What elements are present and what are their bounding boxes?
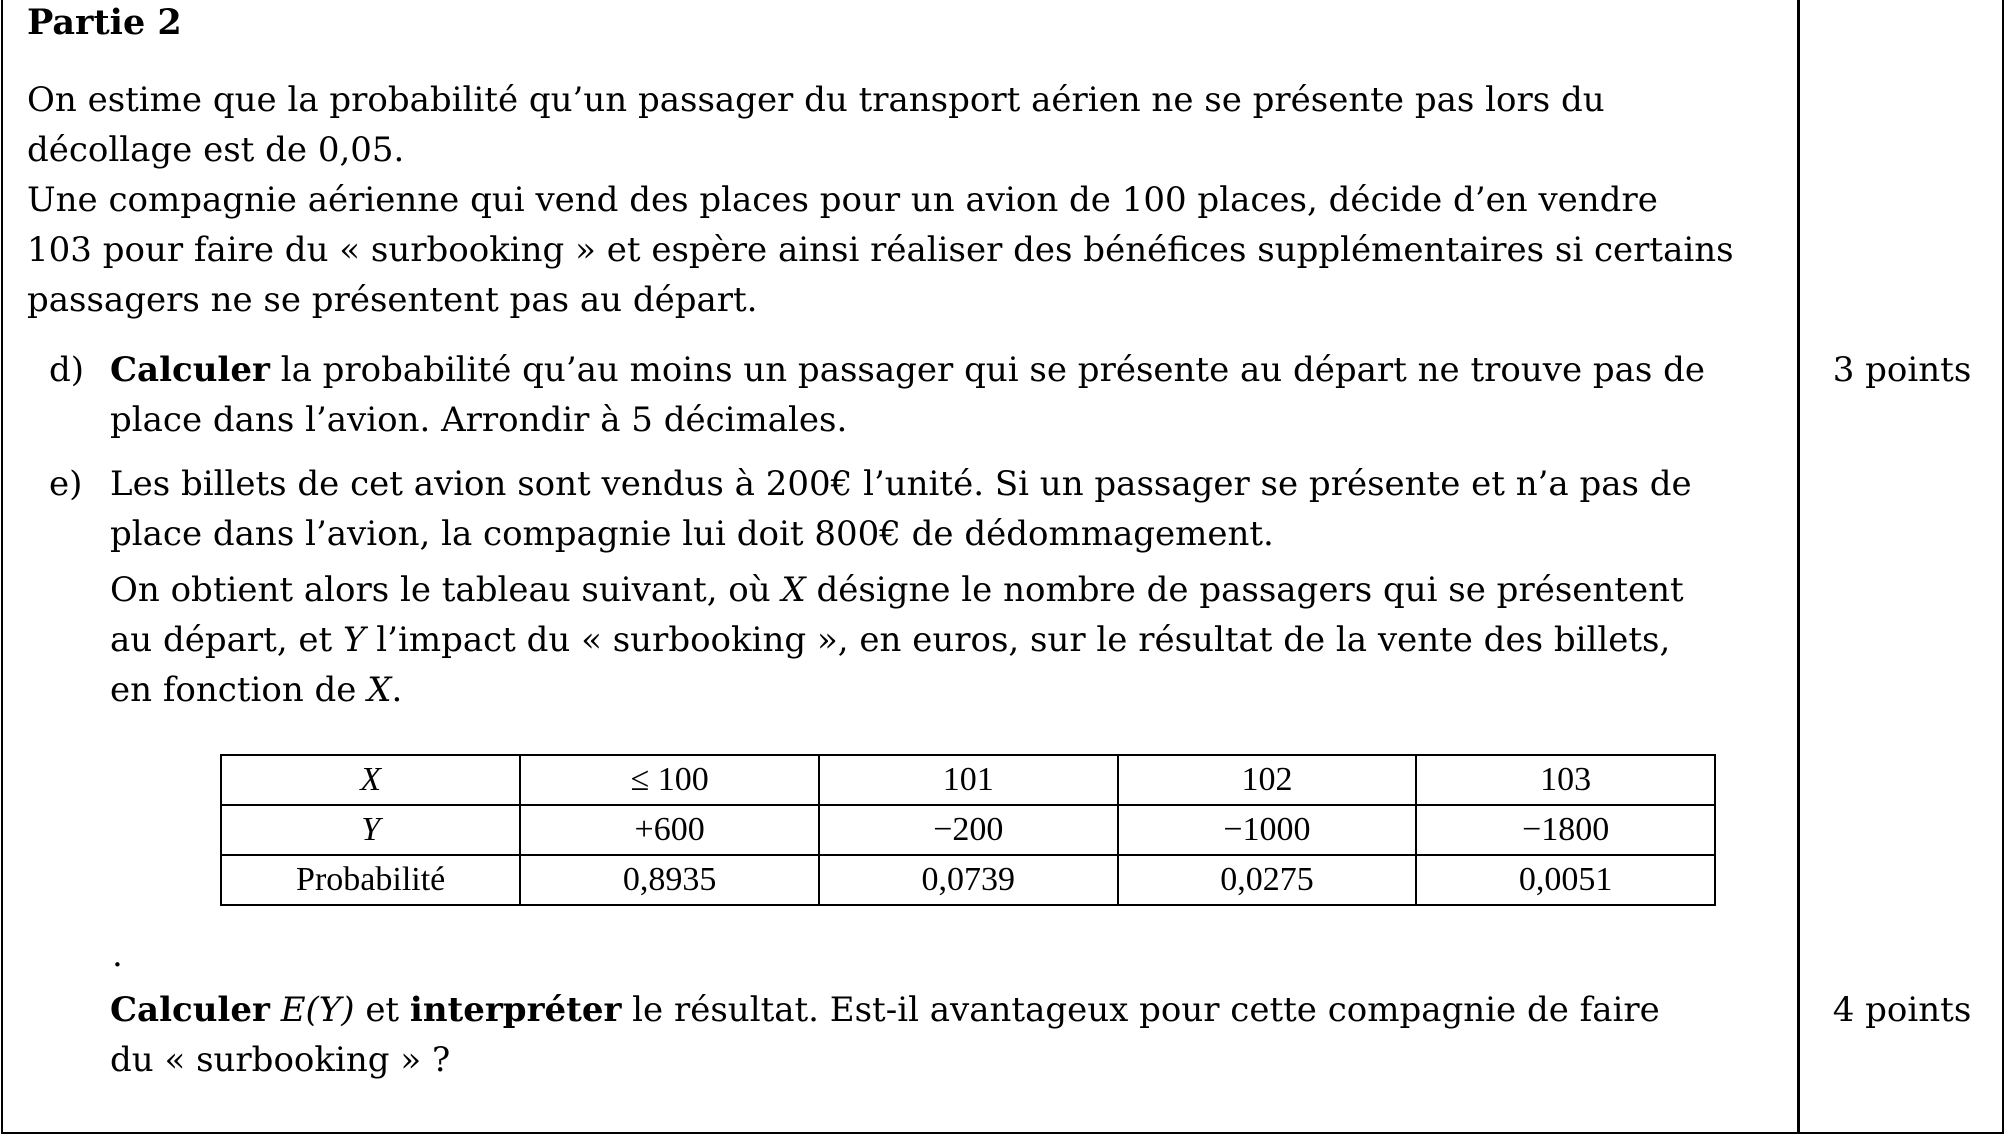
question-d-bold: Calculer (110, 350, 270, 390)
variable-x: X (367, 670, 392, 710)
question-e-label: e) (49, 464, 83, 504)
table-row (221, 855, 1715, 905)
text-run: au départ, et (110, 620, 344, 660)
final-expression: E(Y) (269, 990, 366, 1030)
text-run: désigne le nombre de passagers qui se présentent (805, 570, 1684, 610)
intro-line: 103 pour faire du « surbooking » et espère ainsi réaliser des bénéfices supplémentaires si certains (27, 230, 1734, 270)
points-question-d: 3 points (1832, 350, 1972, 390)
table-cell: 102 (1118, 755, 1417, 805)
table-cell: 101 (819, 755, 1118, 805)
table-cell: −200 (819, 805, 1118, 855)
text-run: le résultat. Est-il avantageux pour cette compagnie de faire (621, 990, 1660, 1030)
intro-line: Une compagnie aérienne qui vend des places pour un avion de 100 places, décide d’en vendre (27, 180, 1658, 220)
question-e-line1: Les billets de cet avion sont vendus à 200€ l’unité. Si un passager se présente et n’a pas de (110, 464, 1692, 504)
question-e-text (110, 459, 1775, 559)
question-e-paragraph2 (110, 565, 1775, 715)
variable-x: X (781, 570, 806, 610)
text-run: et (365, 990, 410, 1030)
table-cell (221, 755, 520, 805)
final-line2: du « surbooking » ? (110, 1040, 451, 1080)
intro-line: décollage est de 0,05. (27, 130, 405, 170)
intro-line: passagers ne se présentent pas au départ. (27, 280, 758, 320)
table-cell: 0,8935 (520, 855, 819, 905)
text-run: On obtient alors le tableau suivant, où (110, 570, 782, 610)
stray-dot: . (112, 935, 123, 975)
intro-paragraph (27, 75, 1775, 325)
table-cell: 0,0051 (1416, 855, 1715, 905)
data-table (220, 754, 1716, 906)
table-cell: ≤ 100 (520, 755, 819, 805)
table-cell (221, 805, 520, 855)
table-cell: 103 (1416, 755, 1715, 805)
table-row (221, 805, 1715, 855)
table-row (221, 755, 1715, 805)
intro-line: On estime que la probabilité qu’un passager du transport aérien ne se présente pas lors du (27, 80, 1605, 120)
table-cell: −1000 (1118, 805, 1417, 855)
question-d-text (110, 345, 1775, 445)
question-d-label: d) (49, 350, 85, 390)
text-run: en fonction de (110, 670, 368, 710)
final-bold-interpreter: interpréter (409, 990, 622, 1030)
text-run: . (391, 670, 403, 710)
cell-text: X (360, 761, 382, 798)
points-column-divider (1797, 0, 1800, 1134)
table-cell: +600 (520, 805, 819, 855)
question-d-line1: la probabilité qu’au moins un passager qui se présente au départ ne trouve pas de (269, 350, 1706, 390)
text-run: l’impact du « surbooking », en euros, sur le résultat de la vente des billets, (365, 620, 1671, 660)
cell-text: Y (361, 811, 381, 848)
question-d-line2: place dans l’avion. Arrondir à 5 décimales. (110, 400, 848, 440)
table-cell: Probabilité (221, 855, 520, 905)
variable-y: Y (343, 620, 366, 660)
final-bold-calculer: Calculer (110, 990, 270, 1030)
table-cell: −1800 (1416, 805, 1715, 855)
question-e-line2: place dans l’avion, la compagnie lui doit 800€ de dédommagement. (110, 514, 1274, 554)
final-question (110, 985, 1775, 1085)
points-final: 4 points (1832, 990, 1972, 1030)
section-title: Partie 2 (27, 2, 182, 43)
table-cell: 0,0739 (819, 855, 1118, 905)
table-cell: 0,0275 (1118, 855, 1417, 905)
